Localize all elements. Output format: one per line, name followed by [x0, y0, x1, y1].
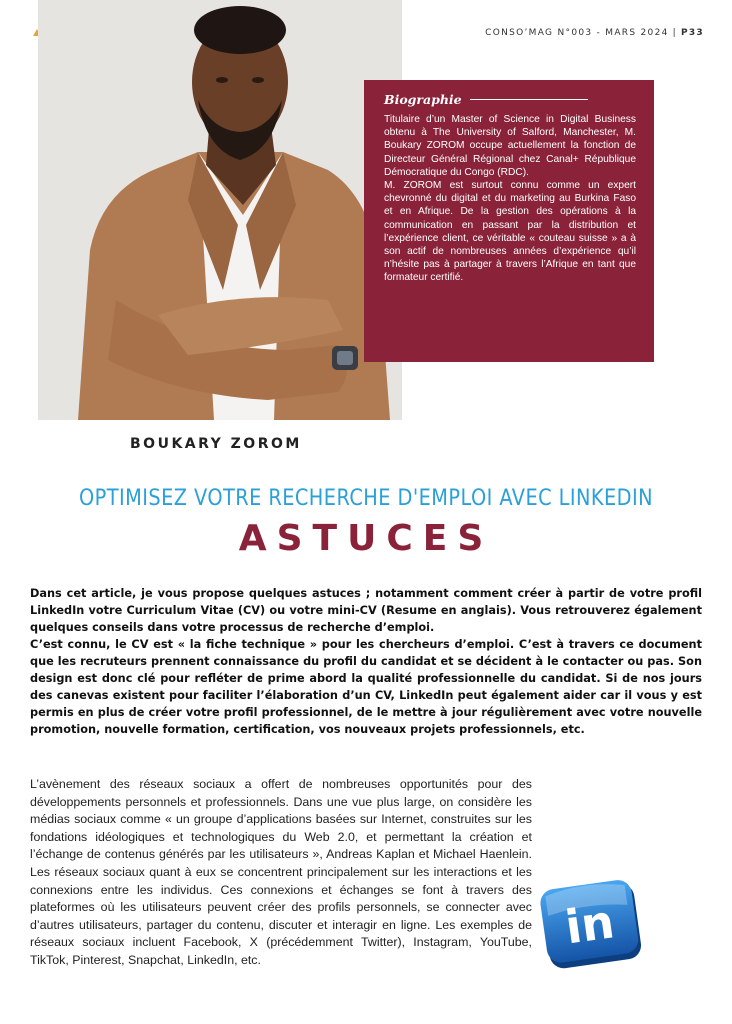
page-number: P33 [680, 28, 704, 38]
issue-separator: | [672, 28, 677, 38]
article-subheadline: ASTUCES [238, 518, 494, 559]
biography-title [384, 92, 636, 107]
intro-paragraph-1: Dans cet article, je vous propose quelques astuces ; notamment comment créer à partir de votre profil LinkedIn votre Curriculum Vitae (CV) ou votre mini-CV (Resume en anglais). Vous retrouverez également quelques conseils dans votre processus de recherche d’emploi. [30, 587, 702, 634]
issue-info [485, 28, 704, 38]
article-intro [30, 585, 702, 738]
portrait-photo [38, 0, 402, 420]
portrait-illustration [38, 0, 402, 420]
linkedin-icon [536, 880, 648, 972]
linkedin-logo-graphic [536, 880, 648, 972]
biography-title-text: Biographie [384, 92, 462, 107]
photo-caption: BOUKARY ZOROM [130, 436, 302, 452]
intro-paragraph-2: C’est connu, le CV est « la fiche technique » pour les chercheurs d’emploi. C’est à travers ce document que les recruteurs prennent connaissance du profil du candidat et se décident à le contacter ou pas. Son design est donc clé pour refléter de prime abord la qualité professionnelle du candidat. Si de nos jours des canevas existent pour faciliter l’élaboration d’un CV, LinkedIn peut également aider car il vous y est permis en plus de créer votre profil professionnel, de le mettre à jour régulièrement avec votre nouvelle promotion, nouvelle formation, certification, vos nouveaux projets professionnels, etc. [30, 638, 702, 736]
issue-label: CONSO’MAG N°003 - MARS 2024 [485, 28, 669, 38]
body-paragraph: L’avènement des réseaux sociaux a offert de nombreuses opportunités pour des développements personnels et professionnels. Dans une vue plus large, on considère les médias sociaux comme « un groupe d’applications basées sur Internet, construites sur les fondations idéologiques et technologiques du Web 2.0, et permettant la création et l’échange de contenus générés par les utilisateurs », Andreas Kaplan et Michael Haenlein. Les réseaux sociaux quant à eux se concentrent principalement sur les interactions et les connexions entre les individus. Ces connexions et échanges se font à travers des plateformes où les utilisateurs peuvent créer des profils personnels, se connecter avec d’autres utilisateurs, partager du contenu, discuter et interagir en ligne. Les exemples de réseaux sociaux incluent Facebook, X (précédemment Twitter), Instagram, YouTube, TikTok, Pinterest, Snapchat, LinkedIn, etc. [30, 777, 532, 967]
article-headline: OPTIMISEZ VOTRE RECHERCHE D'EMPLOI AVEC LINKEDIN [78, 485, 654, 511]
biography-box [364, 80, 654, 362]
linkedin-logo-text: in [561, 894, 618, 955]
biography-text: Titulaire d’un Master of Science in Digital Business obtenu à The University of Salford, Manchester, M. Boukary ZOROM occupe actuellement la fonction de Directeur Général Régional chez Canal+ République Démocratique du Congo (RDC). M. ZOROM est surtout connu comme un expert chevronné du digital et du marketing au Burkina Faso et en Afrique. De la gestion des opérations à la communication en passant par la distribution et l’expérience client, ce véritable « couteau suisse » a à son actif de nombreuses années d’expérience qu’il n’hésite pas à partager à travers l’Afrique en tant que formateur certifié. [384, 114, 636, 284]
biography-title-rule [470, 99, 588, 100]
